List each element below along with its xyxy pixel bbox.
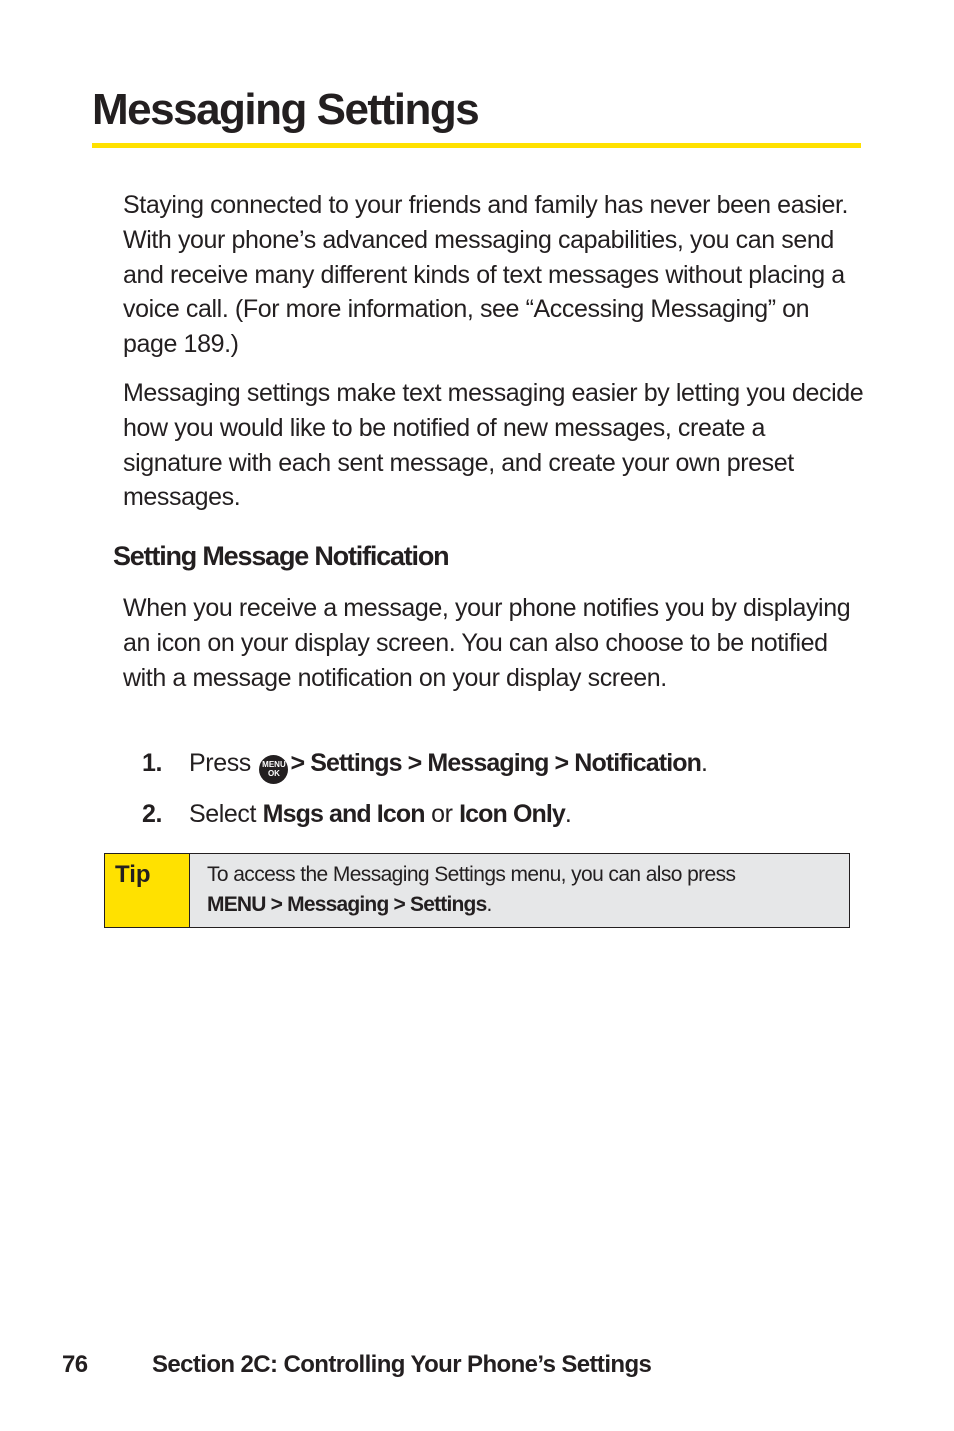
footer-section-title: Section 2C: Controlling Your Phone’s Settings [152, 1351, 652, 1378]
step-suffix: . [564, 800, 572, 828]
intro-paragraph-1: Staying connected to your friends and family has never been easier. With your phone’s advanced messaging capabilities, you can send and receive many different kinds of text messages without placing a voice call. (For more information, see “Accessing Messaging” on page 189.) [123, 191, 849, 359]
title-underline [92, 143, 861, 148]
menu-ok-key-icon [259, 755, 288, 784]
section-heading: Setting Message Notification [113, 541, 449, 571]
step-prefix: Press [189, 749, 251, 777]
tip-box [104, 853, 850, 928]
tip-label: Tip [105, 854, 190, 927]
menu-path: > Settings > Messaging > Notification [290, 749, 701, 777]
step-suffix: . [701, 749, 708, 777]
option-icon-only: Icon Only [459, 800, 565, 828]
menu-key-bottom-label: OK [267, 769, 280, 778]
step-number: 1. [142, 749, 163, 777]
step-prefix: Select [189, 800, 257, 828]
intro-paragraph-2: Messaging settings make text messaging easier by letting you decide how you would like to be notified of new messages, create a signature with each sent message, and create your own preset messages. [123, 379, 864, 512]
tip-menu-path: MENU > Messaging > Settings [207, 893, 487, 916]
step-number: 2. [142, 800, 163, 828]
step-1 [142, 746, 708, 784]
tip-sentence: To access the Messaging Settings menu, you can also press [207, 863, 736, 886]
page-title: Messaging Settings [92, 85, 479, 134]
tip-text [190, 854, 735, 927]
tip-suffix: . [486, 893, 492, 916]
menu-key-top-label: MENU [262, 760, 286, 769]
page-number: 76 [62, 1351, 88, 1378]
step-2 [142, 797, 571, 831]
section-paragraph: When you receive a message, your phone notifies you by displaying an icon on your display screen. You can also choose to be notified with a message notification on your display screen. [123, 594, 851, 692]
option-msgs-and-icon: Msgs and Icon [262, 800, 425, 828]
step-connector: or [431, 800, 453, 828]
